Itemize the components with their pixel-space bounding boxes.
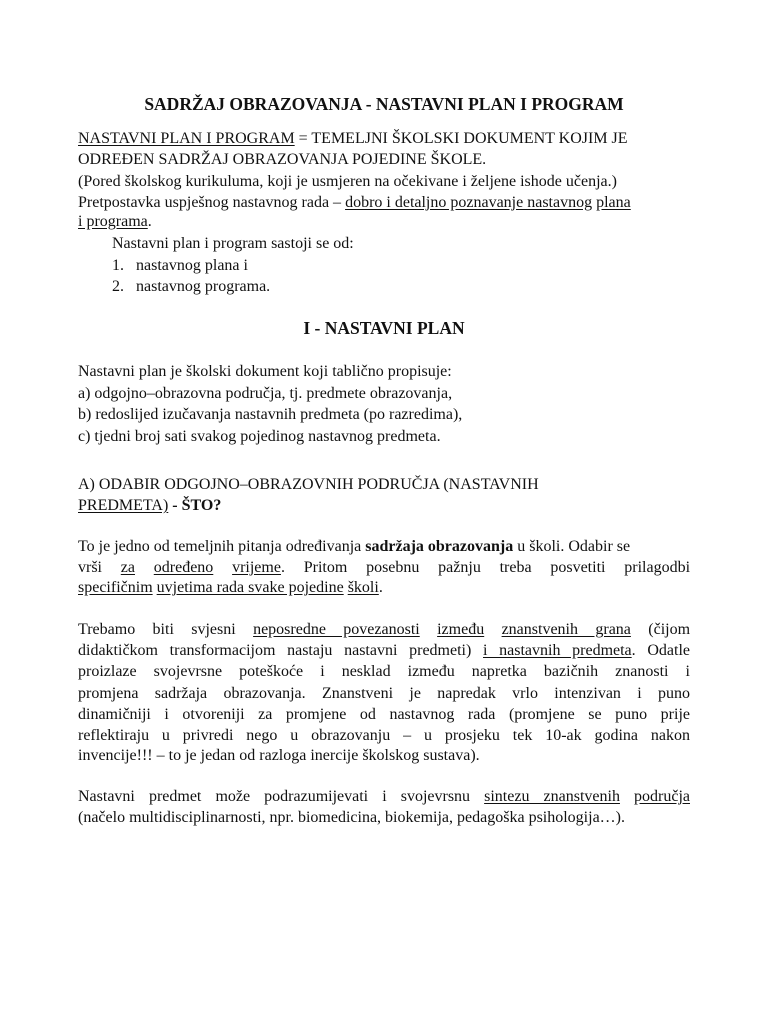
p1-text-2: u školi. Odabir se <box>513 538 631 555</box>
p1-underlined-6: školi <box>347 579 379 596</box>
paragraph-1-line-3 <box>78 578 690 598</box>
list-text: nastavnog plana i <box>136 257 248 274</box>
definition-text: = TEMELJNI ŠKOLSKI DOKUMENT KOJIM JE <box>294 130 628 147</box>
list-number: 2. <box>112 278 124 295</box>
definition-note: (Pored školskog kurikuluma, koji je usmjeren na očekivane i željene ishode učenja.) <box>78 173 617 190</box>
p3-underlined-2: područja <box>634 788 690 805</box>
subheading-line-2 <box>78 496 690 516</box>
p2-underlined-2: između <box>437 621 485 638</box>
section-heading: I - NASTAVNI PLAN <box>303 318 465 338</box>
subheading-line-1: A) ODABIR ODGOJNO–OBRAZOVNIH PODRUČJA (NASTAVNIH <box>78 476 539 493</box>
p1-underlined-4: specifičnim <box>78 579 153 596</box>
paragraph-2-line-6: reflektiraju u privredi nego u obrazovanju – u prosjeku tek 10-ak godina nakon <box>78 727 690 744</box>
p2-underlined-4: i nastavnih predmeta <box>483 642 632 659</box>
p1-text: To je jedno od temeljnih pitanja određivanja <box>78 538 366 555</box>
p1-underlined-3: vrijeme <box>232 559 281 576</box>
list-number: 1. <box>112 257 124 274</box>
paragraph-3-line-1 <box>78 787 690 807</box>
p1-text-3: vrši <box>78 559 121 576</box>
p1-underlined-5: uvjetima rada svake pojedine <box>156 579 344 596</box>
prerequisite-line <box>78 193 690 213</box>
p2-text-4: . Odatle <box>631 642 690 659</box>
p3-underlined: sintezu znanstvenih <box>484 788 620 805</box>
definition-line-1 <box>78 129 690 149</box>
p2-underlined-3: znanstvenih grana <box>501 621 631 638</box>
paragraph-2-line-2 <box>78 641 690 661</box>
paragraph-3-line-2: (načelo multidisciplinarnosti, npr. biomedicina, biokemija, pedagoška psihologija…). <box>78 809 625 826</box>
p2-text-2: (čijom <box>648 621 690 638</box>
p1-end: . <box>378 579 383 596</box>
prerequisite-underlined-3: i programa <box>78 213 148 230</box>
p2-text-3: didaktičkom transformacijom nastaju nastavni predmeti) <box>78 642 483 659</box>
page-title: SADRŽAJ OBRAZOVANJA - NASTAVNI PLAN I PROGRAM <box>144 94 624 114</box>
prerequisite-underlined: dobro i detaljno poznavanje nastavnog <box>345 194 593 211</box>
p1-underlined-2: određeno <box>153 559 214 576</box>
plan-item-a: a) odgojno–obrazovna područja, tj. predmete obrazovanja, <box>78 385 453 402</box>
paragraph-2-line-4: promjena sadržaja obrazovanja. Znanstveni je napredak vrlo intenzivan i puno <box>78 685 690 702</box>
plan-intro: Nastavni plan je školski dokument koji tablično propisuje: <box>78 363 452 380</box>
definition-term: NASTAVNI PLAN I PROGRAM <box>78 130 295 147</box>
paragraph-2-line-7: invencije!!! – to je jedan od razloga inercije školskog sustava). <box>78 747 480 764</box>
paragraph-2-line-3: proizlaze svojevrsne poteškoće i nesklad između napretka bazičnih znanosti i <box>78 663 690 680</box>
p3-text: Nastavni predmet može podrazumijevati i svojevrsnu <box>78 788 485 805</box>
list-text: nastavnog programa. <box>136 278 271 295</box>
prerequisite-underlined-2: plana <box>596 194 631 211</box>
paragraph-2-line-1 <box>78 620 690 640</box>
subheading-question: - ŠTO? <box>168 497 222 514</box>
list-item <box>112 277 270 297</box>
paragraph-2-line-5: dinamičniji i otvoreniji za promjene od nastavnog rada (promjene se puno prije <box>78 706 690 723</box>
p2-text: Trebamo biti svjesni <box>78 621 254 638</box>
paragraph-1-line-2 <box>78 558 690 578</box>
prerequisite-end: . <box>147 213 152 230</box>
prerequisite-text: Pretpostavka uspješnog nastavnog rada – <box>78 194 346 211</box>
p1-bold: sadržaja obrazovanja <box>365 538 514 555</box>
plan-item-b: b) redoslijed izučavanja nastavnih predmeta (po razredima), <box>78 406 463 423</box>
definition-line-2: ODREĐEN SADRŽAJ OBRAZOVANJA POJEDINE ŠKOLE. <box>78 151 487 168</box>
plan-item-c: c) tjedni broj sati svakog pojedinog nastavnog predmeta. <box>78 428 441 445</box>
paragraph-1-line-1 <box>78 537 690 557</box>
composition-intro: Nastavni plan i program sastoji se od: <box>112 235 354 252</box>
p2-underlined: neposredne povezanosti <box>253 621 420 638</box>
p1-underlined: za <box>120 559 135 576</box>
subheading-underlined: PREDMETA) <box>78 497 169 514</box>
p1-text-4: . Pritom posebnu pažnju treba posvetiti prilagodbi <box>280 559 690 576</box>
list-item <box>112 256 248 276</box>
prerequisite-line-2 <box>78 212 690 232</box>
